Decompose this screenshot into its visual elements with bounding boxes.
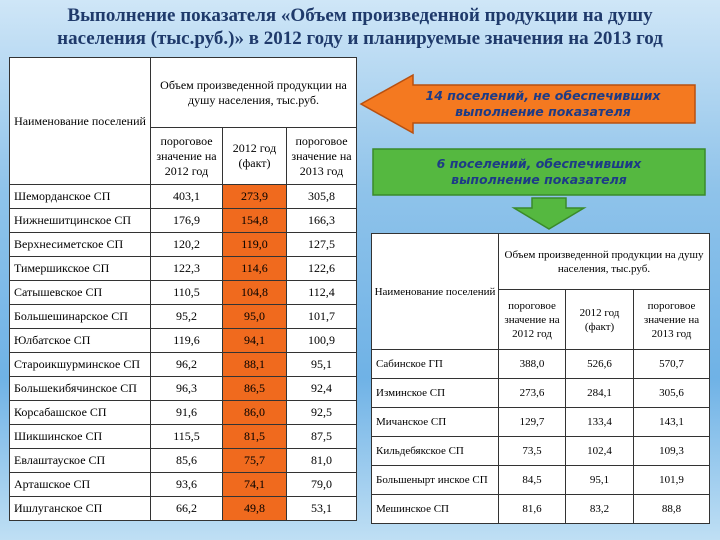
value-v1: 403,1 [151, 185, 223, 209]
value-v1: 273,6 [499, 379, 566, 408]
callout-met-line2: выполнение показателя [451, 172, 627, 187]
value-v1: 110,5 [151, 281, 223, 305]
table-row [10, 497, 357, 521]
value-v2: 88,1 [223, 353, 287, 377]
settlement-name: Юлбатское СП [10, 329, 151, 353]
settlement-name: Сабинское ГП [372, 350, 499, 379]
settlement-name: Мичанское СП [372, 408, 499, 437]
table-row [372, 495, 710, 524]
settlement-name: Изминское СП [372, 379, 499, 408]
table-row [10, 425, 357, 449]
value-v3: 92,5 [287, 401, 357, 425]
callout-not-met [358, 72, 698, 136]
value-v2: 154,8 [223, 209, 287, 233]
callout-not-met-line1: 14 поселений, не обеспечивших [425, 88, 661, 103]
settlement-name: Шеморданское СП [10, 185, 151, 209]
header-col1: пороговое значение на 2012 год [499, 290, 566, 350]
value-v1: 66,2 [151, 497, 223, 521]
callout-met [372, 148, 706, 230]
value-v2: 114,6 [223, 257, 287, 281]
table-row [372, 408, 710, 437]
table-row [372, 466, 710, 495]
title-line-1: Выполнение показателя «Объем произведенной продукции на душу [67, 5, 653, 26]
value-v1: 119,6 [151, 329, 223, 353]
value-v1: 95,2 [151, 305, 223, 329]
settlement-name: Большешинарское СП [10, 305, 151, 329]
value-v2: 81,5 [223, 425, 287, 449]
table-met-body [372, 350, 710, 524]
settlement-name: Староикшурминское СП [10, 353, 151, 377]
value-v3: 101,7 [287, 305, 357, 329]
value-v3: 88,8 [634, 495, 710, 524]
settlement-name: Корсабашское СП [10, 401, 151, 425]
table-row [10, 377, 357, 401]
value-v3: 570,7 [634, 350, 710, 379]
value-v1: 73,5 [499, 437, 566, 466]
settlement-name: Нижнешитцинское СП [10, 209, 151, 233]
table-met [371, 233, 710, 524]
header-col2: 2012 год (факт) [223, 128, 287, 185]
title-line-2: населения (тыс.руб.)» в 2012 году и планируемые значения на 2013 год [57, 28, 663, 49]
value-v1: 85,6 [151, 449, 223, 473]
settlement-name: Ишлуганское СП [10, 497, 151, 521]
value-v2: 94,1 [223, 329, 287, 353]
table-row [372, 350, 710, 379]
settlement-name: Кильдебякское СП [372, 437, 499, 466]
value-v2: 75,7 [223, 449, 287, 473]
settlement-name: Тимершикское СП [10, 257, 151, 281]
value-v1: 176,9 [151, 209, 223, 233]
value-v1: 93,6 [151, 473, 223, 497]
value-v3: 95,1 [287, 353, 357, 377]
value-v2: 49,8 [223, 497, 287, 521]
value-v1: 84,5 [499, 466, 566, 495]
value-v3: 92,4 [287, 377, 357, 401]
settlement-name: Шикшинское СП [10, 425, 151, 449]
value-v2: 273,9 [223, 185, 287, 209]
value-v2: 104,8 [223, 281, 287, 305]
value-v2: 95,0 [223, 305, 287, 329]
value-v2: 133,4 [566, 408, 634, 437]
value-v1: 96,2 [151, 353, 223, 377]
table-row [10, 305, 357, 329]
table-row [10, 257, 357, 281]
settlement-name: Большекибячинское СП [10, 377, 151, 401]
value-v3: 305,8 [287, 185, 357, 209]
header-name: Наименование поселений [372, 234, 499, 350]
value-v3: 101,9 [634, 466, 710, 495]
header-group: Объем произведенной продукции на душу населения, тыс.руб. [151, 58, 357, 128]
value-v3: 100,9 [287, 329, 357, 353]
settlement-name: Арташское СП [10, 473, 151, 497]
value-v3: 112,4 [287, 281, 357, 305]
table-row [10, 209, 357, 233]
value-v2: 526,6 [566, 350, 634, 379]
table-row [372, 379, 710, 408]
header-col3: пороговое значение на 2013 год [634, 290, 710, 350]
value-v3: 79,0 [287, 473, 357, 497]
header-name: Наименование поселений [10, 58, 151, 185]
value-v3: 143,1 [634, 408, 710, 437]
value-v1: 115,5 [151, 425, 223, 449]
value-v1: 122,3 [151, 257, 223, 281]
value-v1: 81,6 [499, 495, 566, 524]
table-row [372, 437, 710, 466]
value-v3: 109,3 [634, 437, 710, 466]
value-v3: 127,5 [287, 233, 357, 257]
value-v2: 86,5 [223, 377, 287, 401]
value-v2: 119,0 [223, 233, 287, 257]
value-v1: 129,7 [499, 408, 566, 437]
value-v3: 81,0 [287, 449, 357, 473]
table-row [10, 473, 357, 497]
table-row [10, 401, 357, 425]
value-v2: 86,0 [223, 401, 287, 425]
table-row [10, 449, 357, 473]
value-v2: 284,1 [566, 379, 634, 408]
page-title [0, 4, 720, 50]
header-col2: 2012 год (факт) [566, 290, 634, 350]
value-v2: 95,1 [566, 466, 634, 495]
value-v2: 102,4 [566, 437, 634, 466]
value-v2: 74,1 [223, 473, 287, 497]
value-v3: 166,3 [287, 209, 357, 233]
callout-not-met-text [388, 72, 698, 136]
header-group: Объем произведенной продукции на душу населения, тыс.руб. [499, 234, 710, 290]
value-v2: 83,2 [566, 495, 634, 524]
value-v3: 122,6 [287, 257, 357, 281]
callout-not-met-line2: выполнение показателя [455, 104, 631, 119]
header-col1: пороговое значение на 2012 год [151, 128, 223, 185]
value-v3: 87,5 [287, 425, 357, 449]
table-row [10, 353, 357, 377]
value-v1: 91,6 [151, 401, 223, 425]
table-row [10, 185, 357, 209]
table-row [10, 329, 357, 353]
callout-met-text [372, 148, 706, 196]
table-row [10, 281, 357, 305]
settlement-name: Верхнесиметское СП [10, 233, 151, 257]
settlement-name: Большенырт инское СП [372, 466, 499, 495]
table-row [10, 233, 357, 257]
value-v1: 96,3 [151, 377, 223, 401]
value-v1: 388,0 [499, 350, 566, 379]
value-v1: 120,2 [151, 233, 223, 257]
value-v3: 53,1 [287, 497, 357, 521]
settlement-name: Сатышевское СП [10, 281, 151, 305]
settlement-name: Мешинское СП [372, 495, 499, 524]
settlement-name: Евлаштауское СП [10, 449, 151, 473]
table-not-met-body [10, 185, 357, 521]
header-col3: пороговое значение на 2013 год [287, 128, 357, 185]
table-not-met [9, 57, 357, 521]
value-v3: 305,6 [634, 379, 710, 408]
callout-met-line1: 6 поселений, обеспечивших [436, 156, 642, 171]
